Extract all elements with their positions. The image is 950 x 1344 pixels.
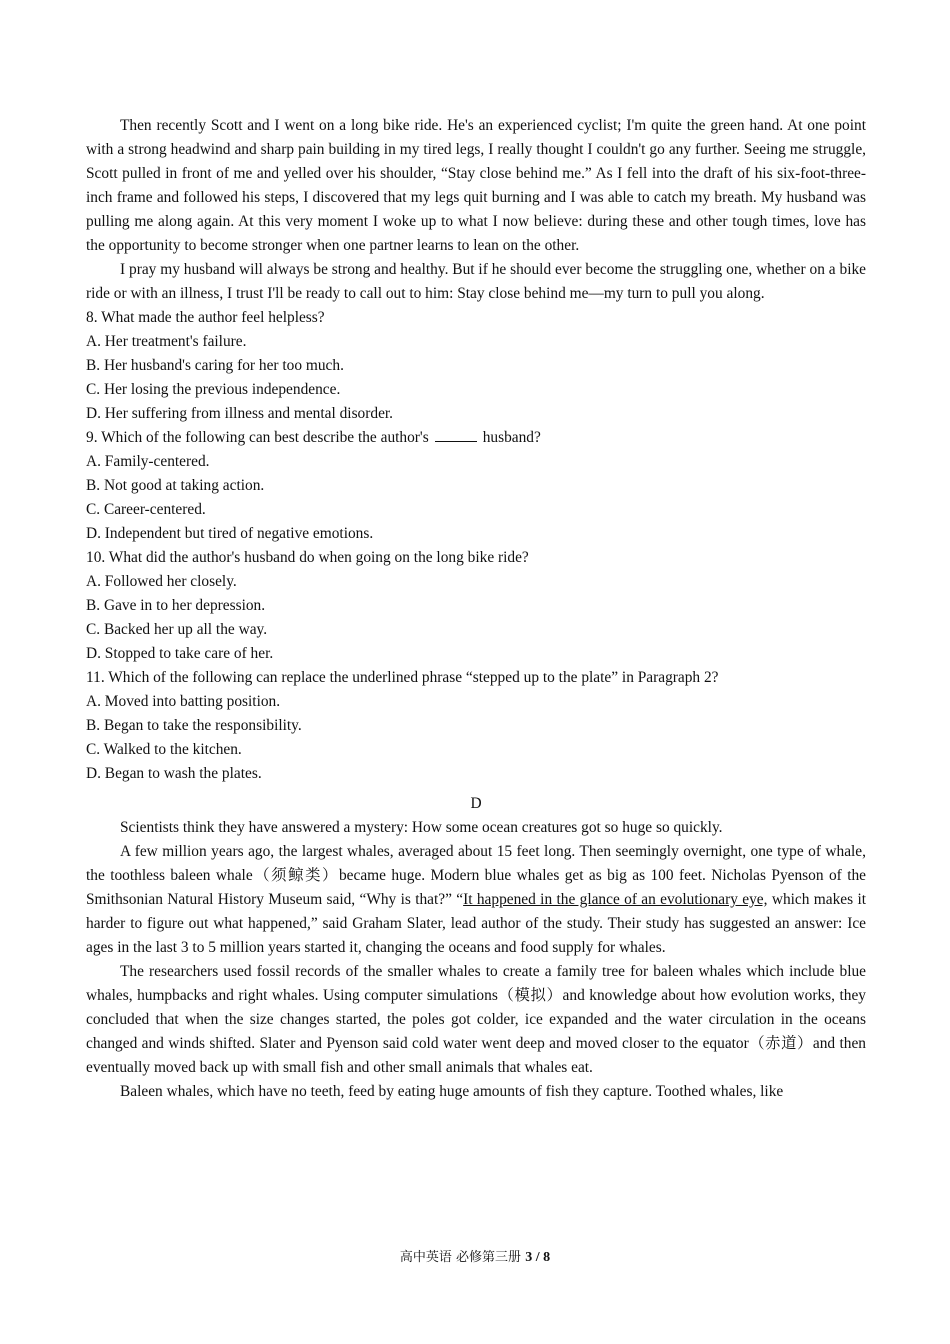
option-d: D. Stopped to take care of her.: [86, 645, 274, 662]
option-b: B. Gave in to her depression.: [86, 597, 266, 614]
underlined-phrase: It happened in the glance of an evolutionary eye,: [463, 891, 768, 908]
option-d: D. Her suffering from illness and mental disorder.: [86, 405, 394, 422]
page-number: 3 / 8: [525, 1250, 551, 1265]
option-a: A. Family-centered.: [86, 453, 210, 470]
question-stem-before-blank: 9. Which of the following can best describe the author's: [86, 429, 429, 446]
footer-label: 高中英语 必修第三册: [399, 1250, 522, 1265]
question-9: [86, 426, 866, 546]
page-footer: [0, 1246, 950, 1266]
question-stem: 11. Which of the following can replace the underlined phrase “stepped up to the plate” in Paragraph 2?: [86, 669, 719, 686]
option-b: B. Not good at taking action.: [86, 477, 265, 494]
option-a: A. Her treatment's failure.: [86, 333, 247, 350]
question-stem: 8. What made the author feel helpless?: [86, 309, 325, 326]
paragraph-text: A few million years ago, the largest whales, averaged about 15 feet long. Then seemingly overnight, one type of whale, the toothless baleen whale（须鲸类）became huge. Modern blue whales get as big as 100 feet. Nicholas Pyenson of the Smithsonian Natural History Museum said, “Why is that?” “: [86, 843, 866, 908]
option-c: C. Backed her up all the way.: [86, 621, 268, 638]
question-stem: 10. What did the author's husband do when going on the long bike ride?: [86, 549, 529, 566]
section-heading-d: D: [470, 795, 482, 812]
option-a: A. Followed her closely.: [86, 573, 237, 590]
question-8: [86, 306, 866, 426]
option-b: B. Her husband's caring for her too much.: [86, 357, 344, 374]
passage-d-paragraph-4: Baleen whales, which have no teeth, feed by eating huge amounts of fish they capture. Toothed whales, like: [120, 1083, 784, 1100]
passage-c-paragraph-2: I pray my husband will always be strong and healthy. But if he should ever become the struggling one, whether on a bike ride or with an illness, I trust I'll be ready to call out to him: Stay close behind me—my turn to pull you along.: [86, 261, 866, 302]
passage-d-paragraph-1: Scientists think they have answered a mystery: How some ocean creatures got so huge so quickly.: [120, 819, 723, 836]
passage-c-paragraph-1: Then recently Scott and I went on a long bike ride. He's an experienced cyclist; I'm quite the green hand. At one point with a strong headwind and sharp pain building in my tired legs, I really thought I couldn't go any further. Seeing me struggle, Scott pulled in front of me and yelled over his shoulder, “Stay close behind me.” As I fell into the draft of his six-foot-three-inch frame and followed his steps, I discovered that my legs quit burning and I was able to catch my breath. My husband was pulling me along again. At this very moment I woke up to what I now believe: during these and other tough times, love has the opportunity to become stronger when one partner learns to lean on the other.: [86, 117, 866, 254]
question-stem-after-blank: husband?: [482, 429, 541, 446]
option-c: C. Career-centered.: [86, 501, 206, 518]
question-stem: [86, 426, 866, 450]
question-10: [86, 546, 866, 666]
option-a: A. Moved into batting position.: [86, 693, 281, 710]
passage-d-paragraph-3: The researchers used fossil records of the smaller whales to create a family tree for baleen whales which include blue whales, humpbacks and right whales. Using computer simulations（模拟）and knowledge about how evolution works, they concluded that when the size changes started, the poles got colder, ice expanded and the water circulation in the oceans changed and winds shifted. Slater and Pyenson said cold water went deep and moved closer to the equator（赤道）and then eventually moved back up with small fish and other small animals that whales eat.: [86, 963, 866, 1076]
question-11: [86, 666, 866, 786]
option-d: D. Began to wash the plates.: [86, 765, 262, 782]
option-b: B. Began to take the responsibility.: [86, 717, 302, 734]
option-c: C. Her losing the previous independence.: [86, 381, 341, 398]
document-page: [86, 114, 866, 1104]
paragraph-text: which makes it harder to figure out what happened,” said Graham Slater, lead author of the study. Their study has suggested an answer: Ice ages in the last 3 to 5 million years started it, changing the oceans and food supply for whales.: [86, 891, 866, 956]
passage-d-paragraph-2: [86, 840, 866, 960]
option-c: C. Walked to the kitchen.: [86, 741, 242, 758]
answer-blank: [435, 427, 477, 442]
option-d: D. Independent but tired of negative emotions.: [86, 525, 374, 542]
